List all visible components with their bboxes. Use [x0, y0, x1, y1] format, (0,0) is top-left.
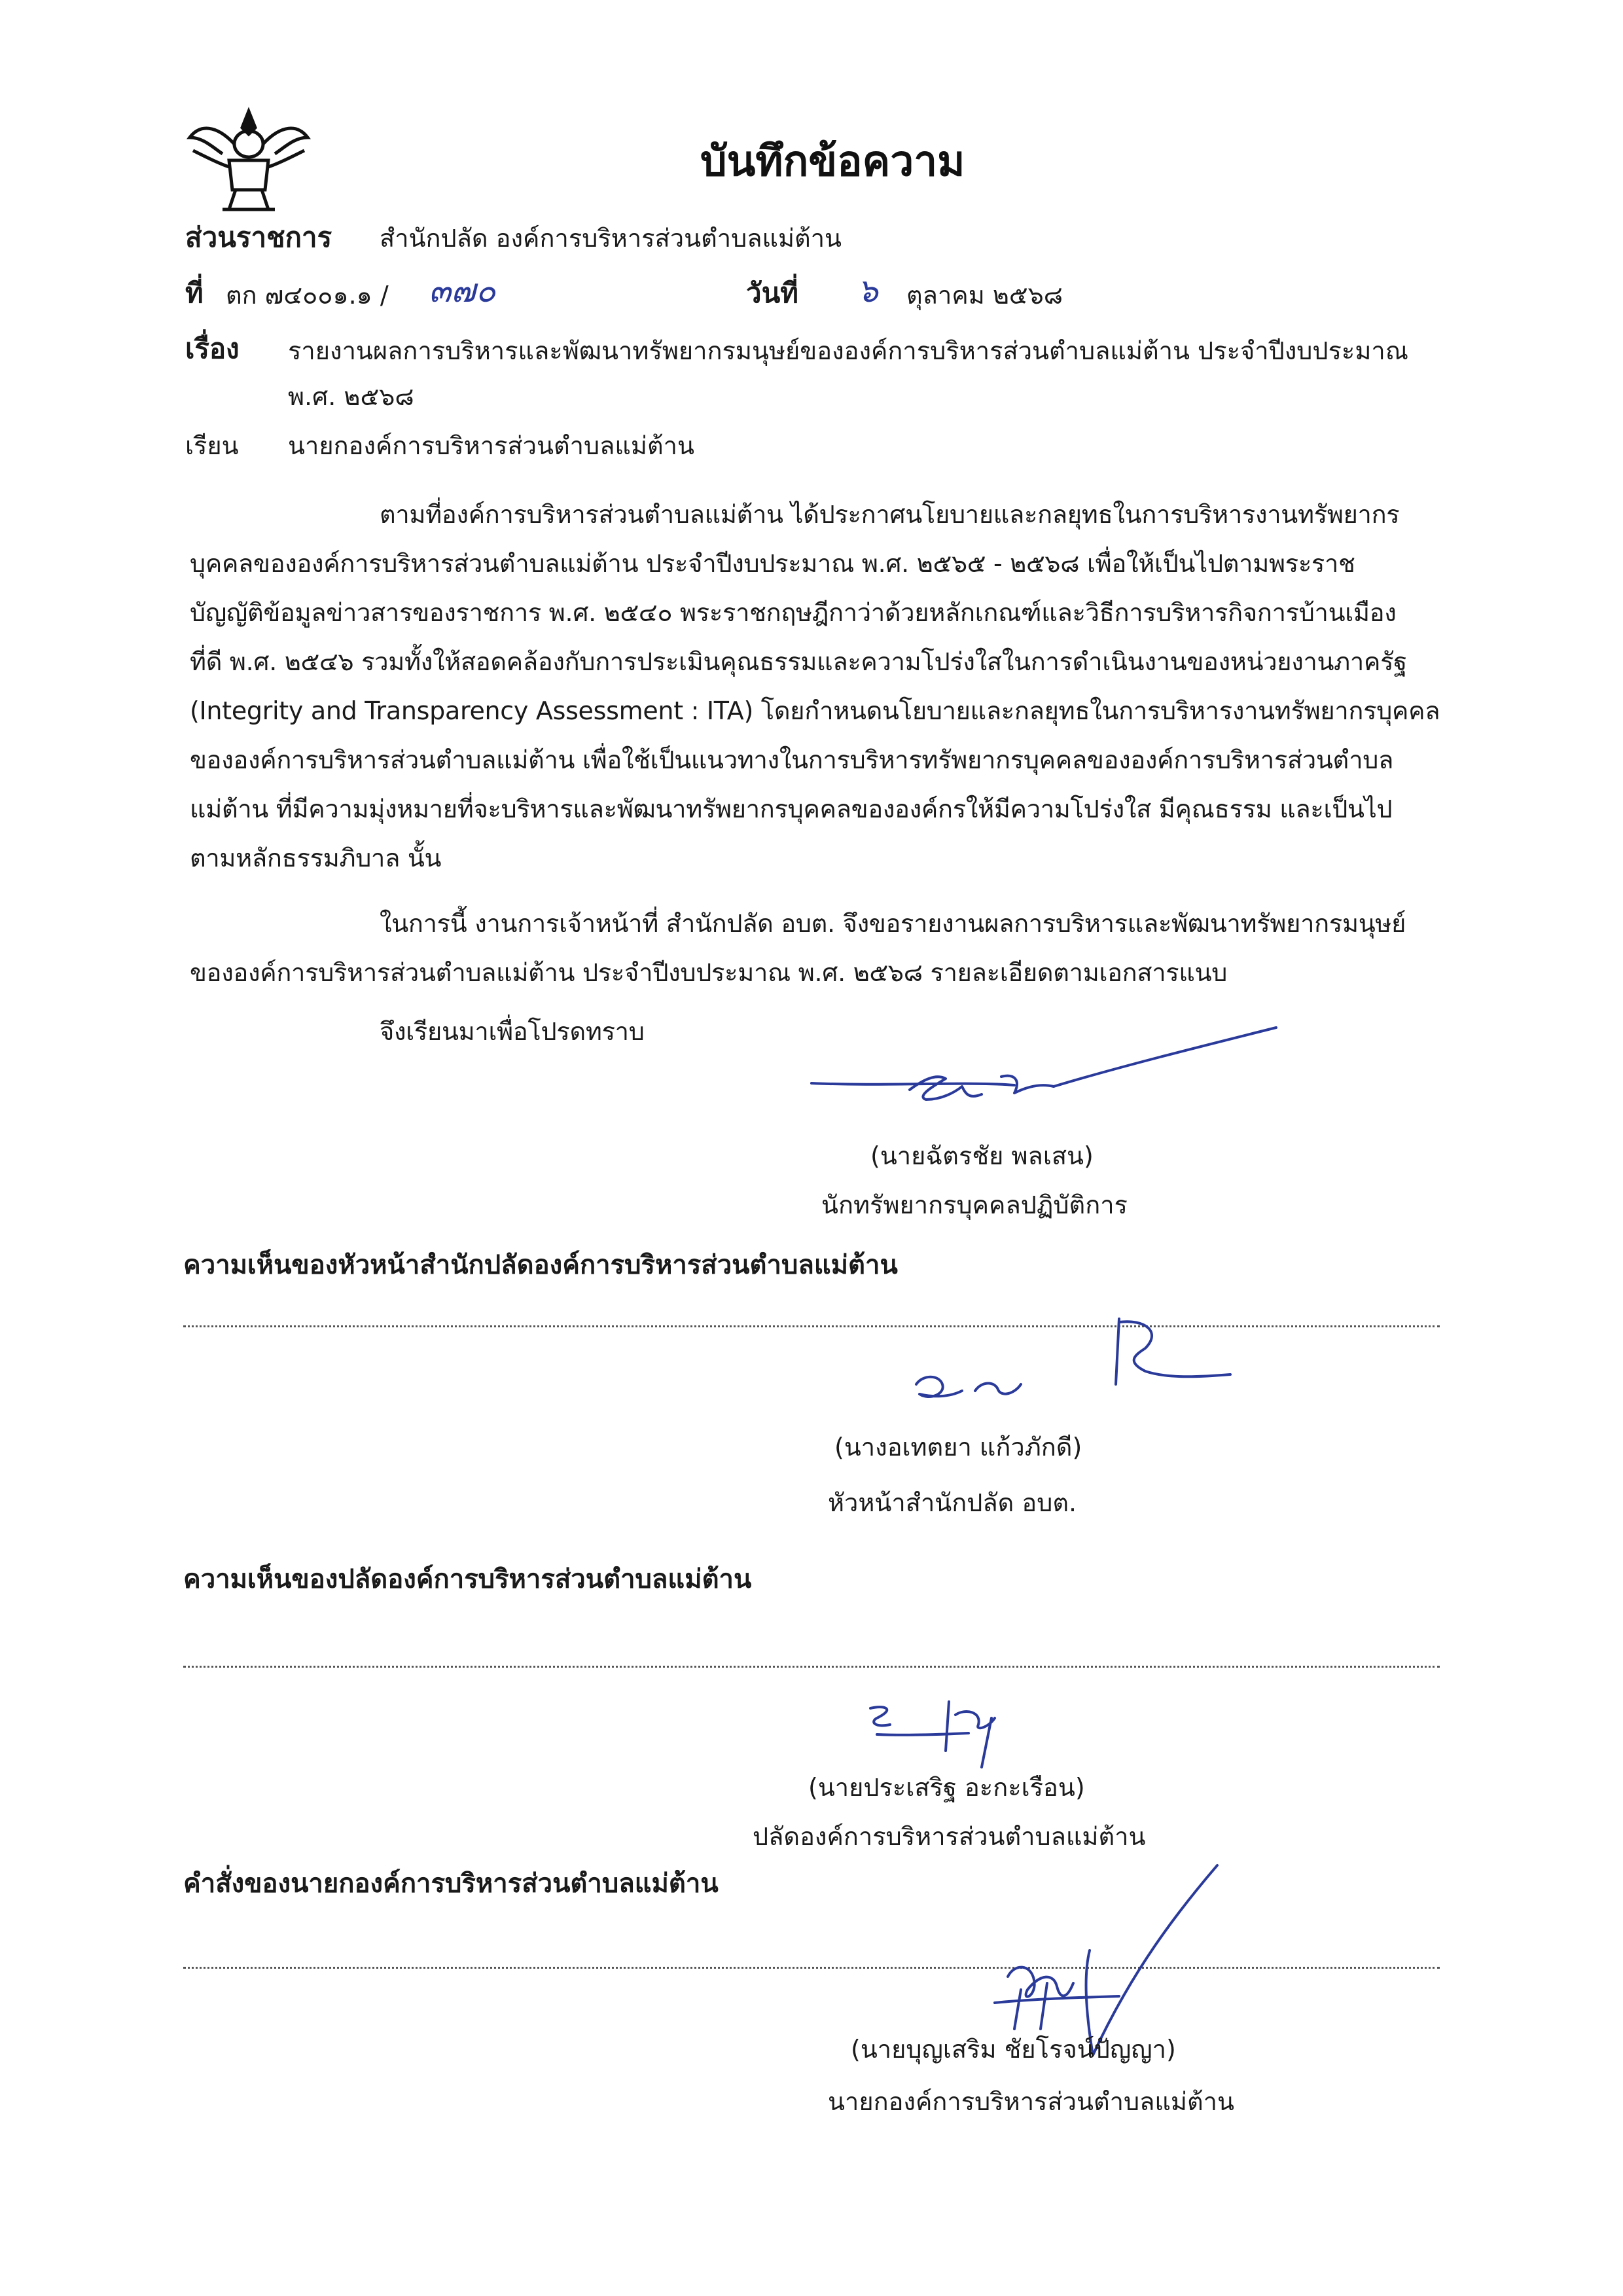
p1-line-2: บุคคลขององค์การบริหารส่วนตำบลแม่ต้าน ประจำปีงบประมาณ พ.ศ. ๒๕๖๕ - ๒๕๖๘ เพื่อให้เป็นไปตามพระราช: [190, 549, 1355, 578]
signature-3: [851, 1689, 1047, 1780]
agency-value: สำนักปลัด องค์การบริหารส่วนตำบลแม่ต้าน: [380, 224, 842, 253]
section-2-dotted-line: [183, 1666, 1440, 1668]
section-1-position: หัวหน้าสำนักปลัด อบต.: [828, 1488, 1077, 1517]
p1-line-3: บัญญัติข้อมูลข่าวสารของราชการ พ.ศ. ๒๕๔๐ พระราชกฤษฎีกาว่าด้วยหลักเกณฑ์และวิธีการบริหารกิจการบ้านเมือง: [190, 598, 1397, 627]
closing-text: จึงเรียนมาเพื่อโปรดทราบ: [380, 1017, 645, 1046]
to-value: นายกองค์การบริหารส่วนตำบลแม่ต้าน: [288, 431, 694, 460]
section-2-heading: ความเห็นของปลัดองค์การบริหารส่วนตำบลแม่ต้าน: [183, 1564, 752, 1594]
subject-line-1: รายงานผลการบริหารและพัฒนาทรัพยากรมนุษย์ขององค์การบริหารส่วนตำบลแม่ต้าน ประจำปีงบประมาณ: [288, 336, 1408, 365]
p1-line-7: แม่ต้าน ที่มีความมุ่งหมายที่จะบริหารและพัฒนาทรัพยากรบุคคลขององค์กรให้มีความโปร่งใส มีคุณธรรม และเป็นไป: [190, 795, 1393, 823]
p2-line-2: ขององค์การบริหารส่วนตำบลแม่ต้าน ประจำปีงบประมาณ พ.ศ. ๒๕๖๘ รายละเอียดตามเอกสารแนบ: [190, 958, 1228, 987]
date-day: ๖: [857, 272, 878, 310]
ref-handwritten: ๓๗๐: [429, 272, 496, 310]
signature-2: [903, 1312, 1243, 1424]
date-rest: ตุลาคม ๒๕๖๘: [906, 281, 1063, 310]
date-label: วันที่: [746, 277, 798, 309]
section-1-dotted-line: [183, 1325, 1440, 1327]
signature-1: [805, 1021, 1302, 1132]
ref-value: ตก ๗๔๐๐๑.๑ /: [226, 281, 389, 310]
ref-label: ที่: [185, 277, 204, 309]
section-3-dotted-line: [183, 1967, 1440, 1969]
section-1-heading: ความเห็นของหัวหน้าสำนักปลัดองค์การบริหารส่วนตำบลแม่ต้าน: [183, 1250, 898, 1280]
section-3-heading: คำสั่งของนายกองค์การบริหารส่วนตำบลแม่ต้าน: [183, 1869, 719, 1899]
garuda-emblem-icon: [183, 98, 314, 216]
subject-line-2: พ.ศ. ๒๕๖๘: [288, 382, 414, 411]
p1-line-8: ตามหลักธรรมภิบาล นั้น: [190, 844, 442, 872]
p1-line-6: ขององค์การบริหารส่วนตำบลแม่ต้าน เพื่อใช้เป็นแนวทางในการบริหารทรัพยากรบุคคลขององค์การบริหารส่วนตำบล: [190, 745, 1394, 774]
p1-line-5: (Integrity and Transparency Assessment : ITA) โดยกำหนดนโยบายและกลยุทธในการบริหารงานทรัพยากรบุคคล: [190, 696, 1440, 725]
subject-label: เรื่อง: [185, 332, 240, 365]
p2-line-1: ในการนี้ งานการเจ้าหน้าที่ สำนักปลัด อบต. จึงขอรายงานผลการบริหารและพัฒนาทรัพยากรมนุษย์: [380, 909, 1406, 938]
document-title: บันทึกข้อความ: [700, 137, 965, 186]
signer-1-position: นักทรัพยากรบุคคลปฏิบัติการ: [821, 1191, 1128, 1219]
p1-line-1: ตามที่องค์การบริหารส่วนตำบลแม่ต้าน ได้ประกาศนโยบายและกลยุทธในการบริหารงานทรัพยากร: [380, 500, 1400, 529]
section-3-name: (นายบุญเสริม ชัยโรจน์ปัญญา): [851, 2035, 1176, 2064]
section-3-position: นายกองค์การบริหารส่วนตำบลแม่ต้าน: [828, 2087, 1234, 2116]
p1-line-4: ที่ดี พ.ศ. ๒๕๔๖ รวมทั้งให้สอดคล้องกับการประเมินคุณธรรมและความโปร่งใสในการดำเนินงานของหน่วยงานภาครัฐ: [190, 647, 1407, 676]
section-2-position: ปลัดองค์การบริหารส่วนตำบลแม่ต้าน: [753, 1822, 1146, 1851]
signer-1-name: (นายฉัตรชัย พลเสน): [870, 1141, 1094, 1170]
section-1-name: (นางอเทตยา แก้วภักดี): [834, 1433, 1082, 1462]
agency-label: ส่วนราชการ: [185, 221, 332, 253]
section-2-name: (นายประเสริฐ อะกะเรือน): [808, 1773, 1085, 1802]
to-label: เรียน: [185, 431, 239, 460]
